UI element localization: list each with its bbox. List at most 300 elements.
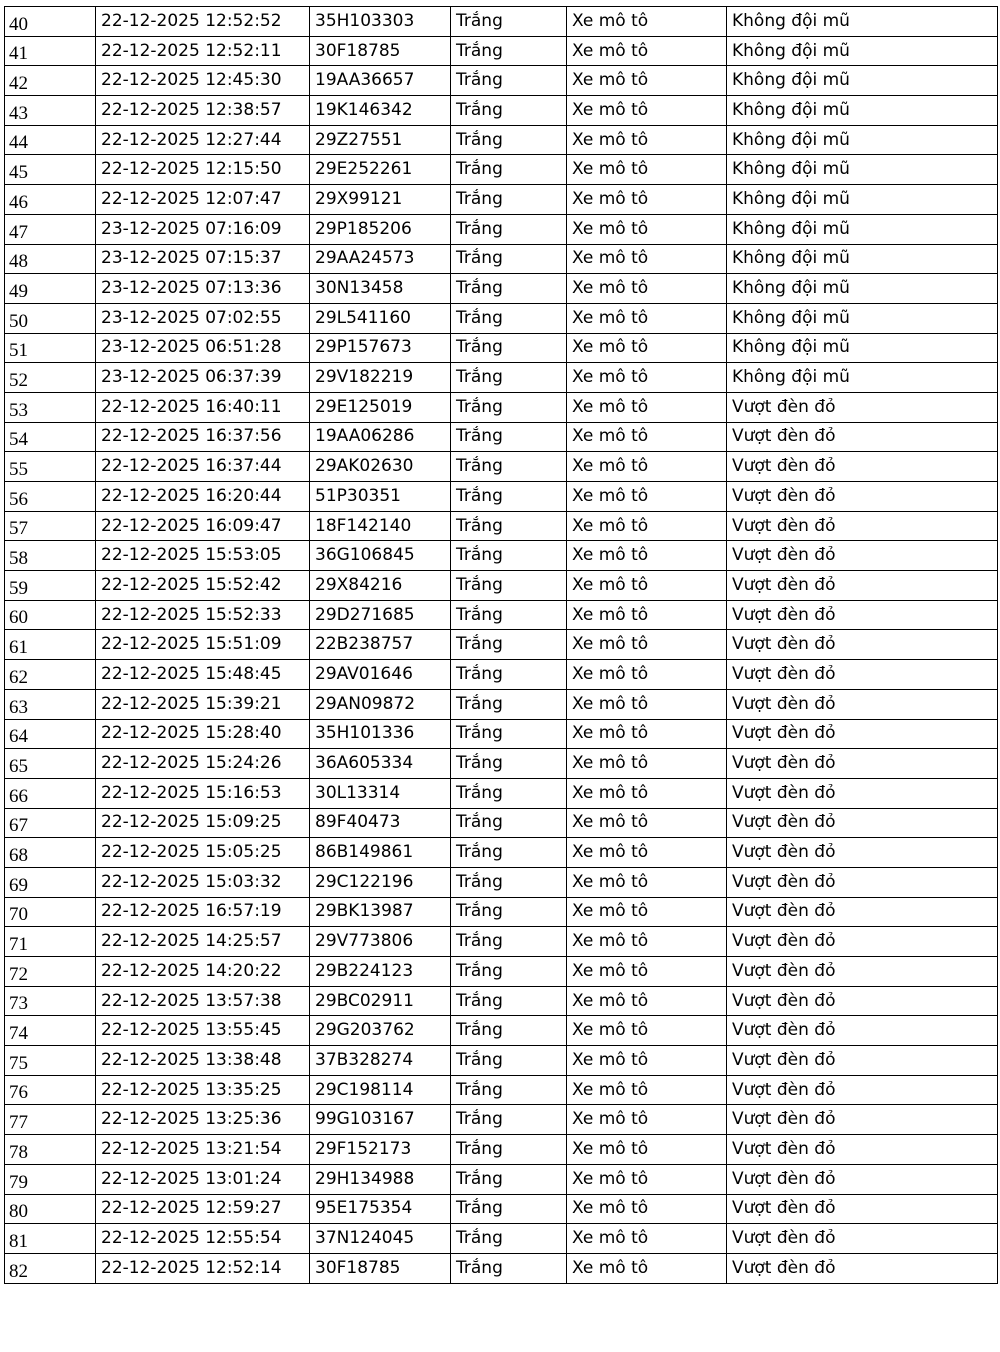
timestamp-cell: 22-12-2025 15:51:09 [96,630,310,660]
license-plate-cell: 30N13458 [310,274,451,304]
vehicle-type-cell: Xe mô tô [567,422,727,452]
violation-cell: Không đội mũ [727,214,998,244]
timestamp-cell: 22-12-2025 15:52:42 [96,571,310,601]
plate-color-cell: Trắng [451,185,567,215]
timestamp-cell: 22-12-2025 16:40:11 [96,392,310,422]
license-plate-cell: 51P30351 [310,482,451,512]
row-number-cell: 62 [5,660,96,690]
violation-cell: Không đội mũ [727,185,998,215]
violation-cell: Không đội mũ [727,96,998,126]
vehicle-type-cell: Xe mô tô [567,482,727,512]
row-number-cell: 46 [5,185,96,215]
row-number-cell: 68 [5,838,96,868]
license-plate-cell: 99G103167 [310,1105,451,1135]
timestamp-cell: 22-12-2025 13:35:25 [96,1075,310,1105]
violation-cell: Không đội mũ [727,36,998,66]
row-number-cell: 49 [5,274,96,304]
license-plate-cell: 29G203762 [310,1016,451,1046]
violation-cell: Không đội mũ [727,66,998,96]
vehicle-type-cell: Xe mô tô [567,927,727,957]
table-row [5,630,998,660]
vehicle-type-cell: Xe mô tô [567,778,727,808]
violation-cell: Vượt đèn đỏ [727,630,998,660]
table-row [5,452,998,482]
vehicle-type-cell: Xe mô tô [567,660,727,690]
vehicle-type-cell: Xe mô tô [567,1135,727,1165]
timestamp-cell: 22-12-2025 12:15:50 [96,155,310,185]
timestamp-cell: 22-12-2025 15:48:45 [96,660,310,690]
license-plate-cell: 19AA36657 [310,66,451,96]
table-row [5,482,998,512]
license-plate-cell: 30F18785 [310,36,451,66]
violation-cell: Không đội mũ [727,303,998,333]
vehicle-type-cell: Xe mô tô [567,7,727,37]
vehicle-type-cell: Xe mô tô [567,897,727,927]
table-row [5,185,998,215]
timestamp-cell: 22-12-2025 13:57:38 [96,986,310,1016]
violation-cell: Vượt đèn đỏ [727,660,998,690]
timestamp-cell: 22-12-2025 12:38:57 [96,96,310,126]
timestamp-cell: 22-12-2025 12:52:11 [96,36,310,66]
violation-cell: Vượt đèn đỏ [727,897,998,927]
vehicle-type-cell: Xe mô tô [567,125,727,155]
row-number-cell: 51 [5,333,96,363]
vehicle-type-cell: Xe mô tô [567,689,727,719]
violation-cell: Không đội mũ [727,155,998,185]
plate-color-cell: Trắng [451,125,567,155]
license-plate-cell: 29C198114 [310,1075,451,1105]
row-number-cell: 43 [5,96,96,126]
vehicle-type-cell: Xe mô tô [567,1164,727,1194]
timestamp-cell: 22-12-2025 12:07:47 [96,185,310,215]
plate-color-cell: Trắng [451,422,567,452]
timestamp-cell: 22-12-2025 16:57:19 [96,897,310,927]
table-row [5,244,998,274]
timestamp-cell: 22-12-2025 13:01:24 [96,1164,310,1194]
violation-cell: Vượt đèn đỏ [727,392,998,422]
table-row [5,867,998,897]
plate-color-cell: Trắng [451,7,567,37]
plate-color-cell: Trắng [451,689,567,719]
vehicle-type-cell: Xe mô tô [567,303,727,333]
timestamp-cell: 22-12-2025 15:52:33 [96,600,310,630]
timestamp-cell: 22-12-2025 13:25:36 [96,1105,310,1135]
violation-cell: Vượt đèn đỏ [727,541,998,571]
license-plate-cell: 89F40473 [310,808,451,838]
vehicle-type-cell: Xe mô tô [567,838,727,868]
vehicle-type-cell: Xe mô tô [567,36,727,66]
timestamp-cell: 22-12-2025 13:21:54 [96,1135,310,1165]
license-plate-cell: 19K146342 [310,96,451,126]
table-row [5,808,998,838]
vehicle-type-cell: Xe mô tô [567,571,727,601]
table-row [5,689,998,719]
plate-color-cell: Trắng [451,214,567,244]
row-number-cell: 67 [5,808,96,838]
row-number-cell: 79 [5,1164,96,1194]
plate-color-cell: Trắng [451,1164,567,1194]
license-plate-cell: 35H103303 [310,7,451,37]
license-plate-cell: 29Z27551 [310,125,451,155]
violations-table-body [5,7,998,1284]
row-number-cell: 76 [5,1075,96,1105]
plate-color-cell: Trắng [451,867,567,897]
timestamp-cell: 22-12-2025 12:52:52 [96,7,310,37]
table-row [5,392,998,422]
violation-cell: Vượt đèn đỏ [727,986,998,1016]
table-row [5,7,998,37]
table-row [5,511,998,541]
row-number-cell: 56 [5,482,96,512]
violation-cell: Không đội mũ [727,7,998,37]
table-row [5,1075,998,1105]
violation-cell: Vượt đèn đỏ [727,422,998,452]
row-number-cell: 75 [5,1046,96,1076]
vehicle-type-cell: Xe mô tô [567,986,727,1016]
table-row [5,125,998,155]
vehicle-type-cell: Xe mô tô [567,392,727,422]
license-plate-cell: 37N124045 [310,1224,451,1254]
violation-cell: Vượt đèn đỏ [727,1046,998,1076]
violation-cell: Vượt đèn đỏ [727,1016,998,1046]
vehicle-type-cell: Xe mô tô [567,957,727,987]
vehicle-type-cell: Xe mô tô [567,1194,727,1224]
plate-color-cell: Trắng [451,1224,567,1254]
vehicle-type-cell: Xe mô tô [567,749,727,779]
license-plate-cell: 37B328274 [310,1046,451,1076]
table-row [5,1016,998,1046]
plate-color-cell: Trắng [451,1105,567,1135]
plate-color-cell: Trắng [451,482,567,512]
table-row [5,333,998,363]
license-plate-cell: 29AA24573 [310,244,451,274]
violation-cell: Vượt đèn đỏ [727,1135,998,1165]
license-plate-cell: 29P185206 [310,214,451,244]
violation-cell: Vượt đèn đỏ [727,838,998,868]
plate-color-cell: Trắng [451,303,567,333]
table-row [5,96,998,126]
timestamp-cell: 23-12-2025 07:16:09 [96,214,310,244]
row-number-cell: 60 [5,600,96,630]
row-number-cell: 65 [5,749,96,779]
license-plate-cell: 29BK13987 [310,897,451,927]
row-number-cell: 77 [5,1105,96,1135]
table-row [5,1046,998,1076]
table-row [5,838,998,868]
timestamp-cell: 22-12-2025 15:39:21 [96,689,310,719]
license-plate-cell: 30F18785 [310,1253,451,1283]
table-row [5,1164,998,1194]
violation-cell: Vượt đèn đỏ [727,957,998,987]
row-number-cell: 81 [5,1224,96,1254]
vehicle-type-cell: Xe mô tô [567,96,727,126]
table-row [5,422,998,452]
vehicle-type-cell: Xe mô tô [567,719,727,749]
row-number-cell: 53 [5,392,96,422]
table-row [5,600,998,630]
vehicle-type-cell: Xe mô tô [567,541,727,571]
timestamp-cell: 22-12-2025 16:09:47 [96,511,310,541]
license-plate-cell: 29D271685 [310,600,451,630]
table-row [5,1135,998,1165]
violation-cell: Vượt đèn đỏ [727,452,998,482]
timestamp-cell: 22-12-2025 15:28:40 [96,719,310,749]
timestamp-cell: 22-12-2025 15:05:25 [96,838,310,868]
license-plate-cell: 18F142140 [310,511,451,541]
table-row [5,1224,998,1254]
violation-cell: Vượt đèn đỏ [727,867,998,897]
license-plate-cell: 29E125019 [310,392,451,422]
vehicle-type-cell: Xe mô tô [567,274,727,304]
row-number-cell: 57 [5,511,96,541]
vehicle-type-cell: Xe mô tô [567,185,727,215]
row-number-cell: 58 [5,541,96,571]
violation-cell: Vượt đèn đỏ [727,689,998,719]
plate-color-cell: Trắng [451,541,567,571]
table-row [5,1105,998,1135]
timestamp-cell: 22-12-2025 13:55:45 [96,1016,310,1046]
timestamp-cell: 23-12-2025 06:51:28 [96,333,310,363]
table-row [5,571,998,601]
timestamp-cell: 23-12-2025 07:13:36 [96,274,310,304]
plate-color-cell: Trắng [451,36,567,66]
timestamp-cell: 22-12-2025 12:55:54 [96,1224,310,1254]
plate-color-cell: Trắng [451,363,567,393]
table-row [5,719,998,749]
violation-cell: Không đội mũ [727,274,998,304]
license-plate-cell: 36A605334 [310,749,451,779]
license-plate-cell: 29E252261 [310,155,451,185]
row-number-cell: 78 [5,1135,96,1165]
license-plate-cell: 36G106845 [310,541,451,571]
row-number-cell: 55 [5,452,96,482]
table-row [5,986,998,1016]
plate-color-cell: Trắng [451,1075,567,1105]
row-number-cell: 80 [5,1194,96,1224]
violation-cell: Không đội mũ [727,333,998,363]
violation-cell: Vượt đèn đỏ [727,1224,998,1254]
row-number-cell: 61 [5,630,96,660]
vehicle-type-cell: Xe mô tô [567,1016,727,1046]
license-plate-cell: 29P157673 [310,333,451,363]
license-plate-cell: 95E175354 [310,1194,451,1224]
violation-cell: Vượt đèn đỏ [727,927,998,957]
timestamp-cell: 22-12-2025 15:09:25 [96,808,310,838]
row-number-cell: 42 [5,66,96,96]
violation-cell: Vượt đèn đỏ [727,808,998,838]
row-number-cell: 71 [5,927,96,957]
table-row [5,214,998,244]
row-number-cell: 73 [5,986,96,1016]
vehicle-type-cell: Xe mô tô [567,155,727,185]
row-number-cell: 47 [5,214,96,244]
license-plate-cell: 29AV01646 [310,660,451,690]
timestamp-cell: 23-12-2025 06:37:39 [96,363,310,393]
plate-color-cell: Trắng [451,244,567,274]
license-plate-cell: 29L541160 [310,303,451,333]
violation-cell: Vượt đèn đỏ [727,719,998,749]
license-plate-cell: 30L13314 [310,778,451,808]
row-number-cell: 59 [5,571,96,601]
plate-color-cell: Trắng [451,1253,567,1283]
plate-color-cell: Trắng [451,571,567,601]
plate-color-cell: Trắng [451,1135,567,1165]
timestamp-cell: 22-12-2025 15:03:32 [96,867,310,897]
violation-cell: Vượt đèn đỏ [727,511,998,541]
plate-color-cell: Trắng [451,96,567,126]
row-number-cell: 72 [5,957,96,987]
plate-color-cell: Trắng [451,778,567,808]
vehicle-type-cell: Xe mô tô [567,214,727,244]
timestamp-cell: 22-12-2025 16:20:44 [96,482,310,512]
violation-cell: Vượt đèn đỏ [727,600,998,630]
plate-color-cell: Trắng [451,1046,567,1076]
timestamp-cell: 22-12-2025 15:53:05 [96,541,310,571]
plate-color-cell: Trắng [451,957,567,987]
plate-color-cell: Trắng [451,808,567,838]
row-number-cell: 69 [5,867,96,897]
row-number-cell: 70 [5,897,96,927]
row-number-cell: 64 [5,719,96,749]
table-row [5,303,998,333]
license-plate-cell: 86B149861 [310,838,451,868]
table-row [5,1194,998,1224]
row-number-cell: 40 [5,7,96,37]
violation-cell: Vượt đèn đỏ [727,571,998,601]
table-row [5,66,998,96]
violations-table [4,6,998,1284]
violation-cell: Vượt đèn đỏ [727,778,998,808]
timestamp-cell: 22-12-2025 13:38:48 [96,1046,310,1076]
row-number-cell: 48 [5,244,96,274]
table-row [5,1253,998,1283]
plate-color-cell: Trắng [451,511,567,541]
table-row [5,363,998,393]
vehicle-type-cell: Xe mô tô [567,600,727,630]
license-plate-cell: 29AN09872 [310,689,451,719]
timestamp-cell: 22-12-2025 16:37:56 [96,422,310,452]
license-plate-cell: 29F152173 [310,1135,451,1165]
license-plate-cell: 29BC02911 [310,986,451,1016]
timestamp-cell: 22-12-2025 14:25:57 [96,927,310,957]
license-plate-cell: 29X84216 [310,571,451,601]
vehicle-type-cell: Xe mô tô [567,867,727,897]
vehicle-type-cell: Xe mô tô [567,1253,727,1283]
vehicle-type-cell: Xe mô tô [567,511,727,541]
plate-color-cell: Trắng [451,719,567,749]
timestamp-cell: 22-12-2025 15:24:26 [96,749,310,779]
vehicle-type-cell: Xe mô tô [567,1224,727,1254]
vehicle-type-cell: Xe mô tô [567,333,727,363]
license-plate-cell: 22B238757 [310,630,451,660]
row-number-cell: 74 [5,1016,96,1046]
license-plate-cell: 29X99121 [310,185,451,215]
vehicle-type-cell: Xe mô tô [567,1046,727,1076]
vehicle-type-cell: Xe mô tô [567,808,727,838]
table-row [5,897,998,927]
plate-color-cell: Trắng [451,1194,567,1224]
violation-cell: Không đội mũ [727,363,998,393]
vehicle-type-cell: Xe mô tô [567,1075,727,1105]
timestamp-cell: 22-12-2025 12:45:30 [96,66,310,96]
vehicle-type-cell: Xe mô tô [567,66,727,96]
table-row [5,749,998,779]
timestamp-cell: 22-12-2025 16:37:44 [96,452,310,482]
plate-color-cell: Trắng [451,452,567,482]
plate-color-cell: Trắng [451,630,567,660]
timestamp-cell: 22-12-2025 15:16:53 [96,778,310,808]
row-number-cell: 82 [5,1253,96,1283]
license-plate-cell: 29V773806 [310,927,451,957]
vehicle-type-cell: Xe mô tô [567,452,727,482]
plate-color-cell: Trắng [451,155,567,185]
table-row [5,36,998,66]
plate-color-cell: Trắng [451,392,567,422]
vehicle-type-cell: Xe mô tô [567,244,727,274]
plate-color-cell: Trắng [451,1016,567,1046]
table-row [5,660,998,690]
license-plate-cell: 29B224123 [310,957,451,987]
plate-color-cell: Trắng [451,274,567,304]
table-row [5,957,998,987]
row-number-cell: 50 [5,303,96,333]
plate-color-cell: Trắng [451,333,567,363]
timestamp-cell: 22-12-2025 12:59:27 [96,1194,310,1224]
table-row [5,155,998,185]
license-plate-cell: 35H101336 [310,719,451,749]
row-number-cell: 41 [5,36,96,66]
plate-color-cell: Trắng [451,897,567,927]
license-plate-cell: 29V182219 [310,363,451,393]
violation-cell: Vượt đèn đỏ [727,1075,998,1105]
table-row [5,927,998,957]
license-plate-cell: 19AA06286 [310,422,451,452]
row-number-cell: 63 [5,689,96,719]
table-row [5,274,998,304]
timestamp-cell: 23-12-2025 07:02:55 [96,303,310,333]
table-row [5,778,998,808]
plate-color-cell: Trắng [451,660,567,690]
timestamp-cell: 22-12-2025 12:52:14 [96,1253,310,1283]
row-number-cell: 45 [5,155,96,185]
violation-cell: Vượt đèn đỏ [727,1194,998,1224]
violation-cell: Không đội mũ [727,125,998,155]
plate-color-cell: Trắng [451,749,567,779]
timestamp-cell: 22-12-2025 12:27:44 [96,125,310,155]
plate-color-cell: Trắng [451,66,567,96]
vehicle-type-cell: Xe mô tô [567,1105,727,1135]
row-number-cell: 52 [5,363,96,393]
violation-cell: Không đội mũ [727,244,998,274]
violation-cell: Vượt đèn đỏ [727,749,998,779]
table-row [5,541,998,571]
violation-cell: Vượt đèn đỏ [727,482,998,512]
violation-cell: Vượt đèn đỏ [727,1105,998,1135]
row-number-cell: 44 [5,125,96,155]
row-number-cell: 54 [5,422,96,452]
vehicle-type-cell: Xe mô tô [567,363,727,393]
license-plate-cell: 29H134988 [310,1164,451,1194]
plate-color-cell: Trắng [451,838,567,868]
violation-cell: Vượt đèn đỏ [727,1164,998,1194]
timestamp-cell: 22-12-2025 14:20:22 [96,957,310,987]
license-plate-cell: 29AK02630 [310,452,451,482]
violation-cell: Vượt đèn đỏ [727,1253,998,1283]
plate-color-cell: Trắng [451,600,567,630]
license-plate-cell: 29C122196 [310,867,451,897]
plate-color-cell: Trắng [451,986,567,1016]
vehicle-type-cell: Xe mô tô [567,630,727,660]
